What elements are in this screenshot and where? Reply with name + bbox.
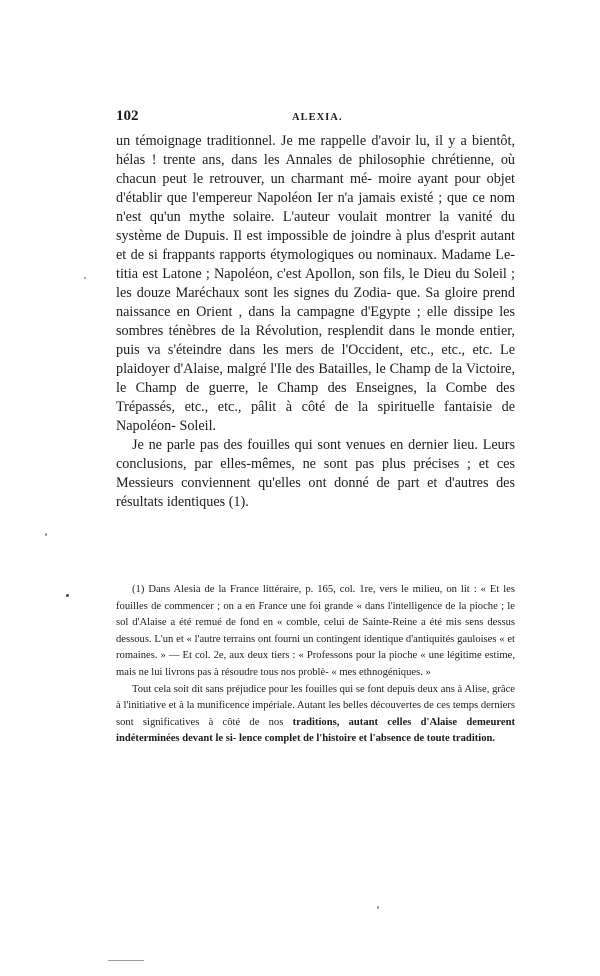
body-line: d'Egypte ; elle dissipe les sombres ténèbres de la Révolution, bbox=[116, 304, 515, 339]
body-line: mers de l'Occident, etc., etc., etc. Le plaidoyer d'Alaise, malgré bbox=[116, 342, 515, 377]
body-line: Soleil. bbox=[179, 418, 217, 434]
body-line: chrétienne, où chacun peut le retrouver, un charmant mé- bbox=[116, 152, 516, 187]
footnotes bbox=[116, 582, 515, 748]
body-line: titia est Latone ; Napoléon, c'est Apollon, son fils, le Dieu bbox=[116, 266, 456, 282]
footnote-line: (1) Dans Alesia de la France littéraire, p. 165, col. 1re, vers le milieu, bbox=[132, 584, 447, 595]
body-line: etc., etc., pâlit à côté de la spirituelle fantaisie de Napoléon- bbox=[116, 399, 515, 434]
footnote-line: Tout cela soit dit sans préjudice pour les fouilles qui se font depuis deux bbox=[132, 683, 441, 695]
body-line: l'Ile des Batailles, le Champ de la Victoire, le Champ de bbox=[116, 361, 515, 396]
page-header bbox=[116, 108, 515, 130]
scan-speck bbox=[84, 277, 86, 279]
body-line: guerre, le Champ des Enseignes, la Combe des Trépassés, bbox=[116, 380, 515, 415]
body-line: n'a jamais existé ; que ce nom n'est qu'un mythe solaire. bbox=[116, 190, 515, 225]
page-number: 102 bbox=[116, 108, 139, 124]
body-line: du Soleil ; les douze Maréchaux sont les signes du Zodia- bbox=[116, 266, 515, 301]
body-line: moire ayant pour objet d'établir que l'empereur Napoléon Ier bbox=[116, 171, 515, 206]
footnote-line: « dans l'intelligence de la pioche ; le sol d'Alaise a été remué de fond en bbox=[116, 600, 515, 629]
body-line: est impossible de joindre à plus d'esprit autant et de si bbox=[116, 228, 515, 263]
footnote-line: « l'autre terrains ont fourni un contingent identique d'antiquités gauloises bbox=[186, 633, 500, 645]
footnote-line: ans à Alise, grâce à l'initiative et à la munificence impériale. Autant les bbox=[116, 683, 515, 712]
footnote-line: « mes ethnogéniques. » bbox=[331, 666, 431, 678]
footnote-line: « et romaines. » — Et col. 2e, aux deux tiers : « Professons pour la pioche bbox=[116, 633, 515, 662]
body-line: resplendit dans le monde entier, puis va s'éteindre dans les bbox=[116, 323, 515, 358]
footnote-line-bold: lence complet de l'histoire et l'absence de toute tradition. bbox=[239, 733, 496, 745]
body-line: que. Sa gloire prend naissance en Orient , dans la campagne bbox=[116, 285, 515, 320]
body-line: précises ; et ces Messieurs conviennent qu'elles ont donné bbox=[116, 456, 515, 491]
footnote-line: belles découvertes de ces temps derniers sont significatives à côté de nos bbox=[116, 700, 515, 728]
scan-speck bbox=[377, 906, 379, 909]
body-line: bientôt, hélas ! trente ans, dans les Annales de philosophie bbox=[116, 133, 515, 168]
running-title: ALEXIA. bbox=[292, 112, 343, 123]
scan-edge-mark bbox=[108, 960, 144, 961]
footnote-line-bold: traditions, autant celles d'Alaise demeurent indéterminées devant le si- bbox=[116, 716, 515, 745]
paragraph-2 bbox=[116, 436, 515, 512]
body-text bbox=[116, 132, 515, 512]
footnote-2 bbox=[116, 682, 515, 748]
footnote-1 bbox=[116, 582, 515, 682]
body-line: lieu. Leurs conclusions, par elles-mêmes, ne sont pas plus bbox=[116, 437, 515, 472]
body-line: frappants rapports étymologiques ou nominaux. Madame Le- bbox=[162, 247, 515, 263]
footnote-line: on lit : « Et les fouilles de commencer ; on a en France une foi grande bbox=[116, 584, 516, 612]
paragraph-1 bbox=[116, 132, 515, 436]
body-line: de part et d'autres des résultats identiques (1). bbox=[116, 475, 516, 510]
footnote-line: « une légitime estime, mais ne lui livrons pas à résoudre tous nos problè- bbox=[116, 650, 516, 678]
scan-speck bbox=[66, 594, 69, 597]
footnote-line: « comble, celui de Sainte-Reine a été mis sens dessus dessous. L'un et bbox=[116, 617, 515, 645]
body-line: un témoignage traditionnel. Je me rappelle d'avoir lu, il y a bbox=[116, 133, 473, 149]
body-line: L'auteur voulait montrer la vanité du système de Dupuis. Il bbox=[116, 209, 516, 244]
scan-speck bbox=[45, 533, 47, 536]
body-line: Je ne parle pas des fouilles qui sont venues en dernier bbox=[132, 437, 454, 453]
